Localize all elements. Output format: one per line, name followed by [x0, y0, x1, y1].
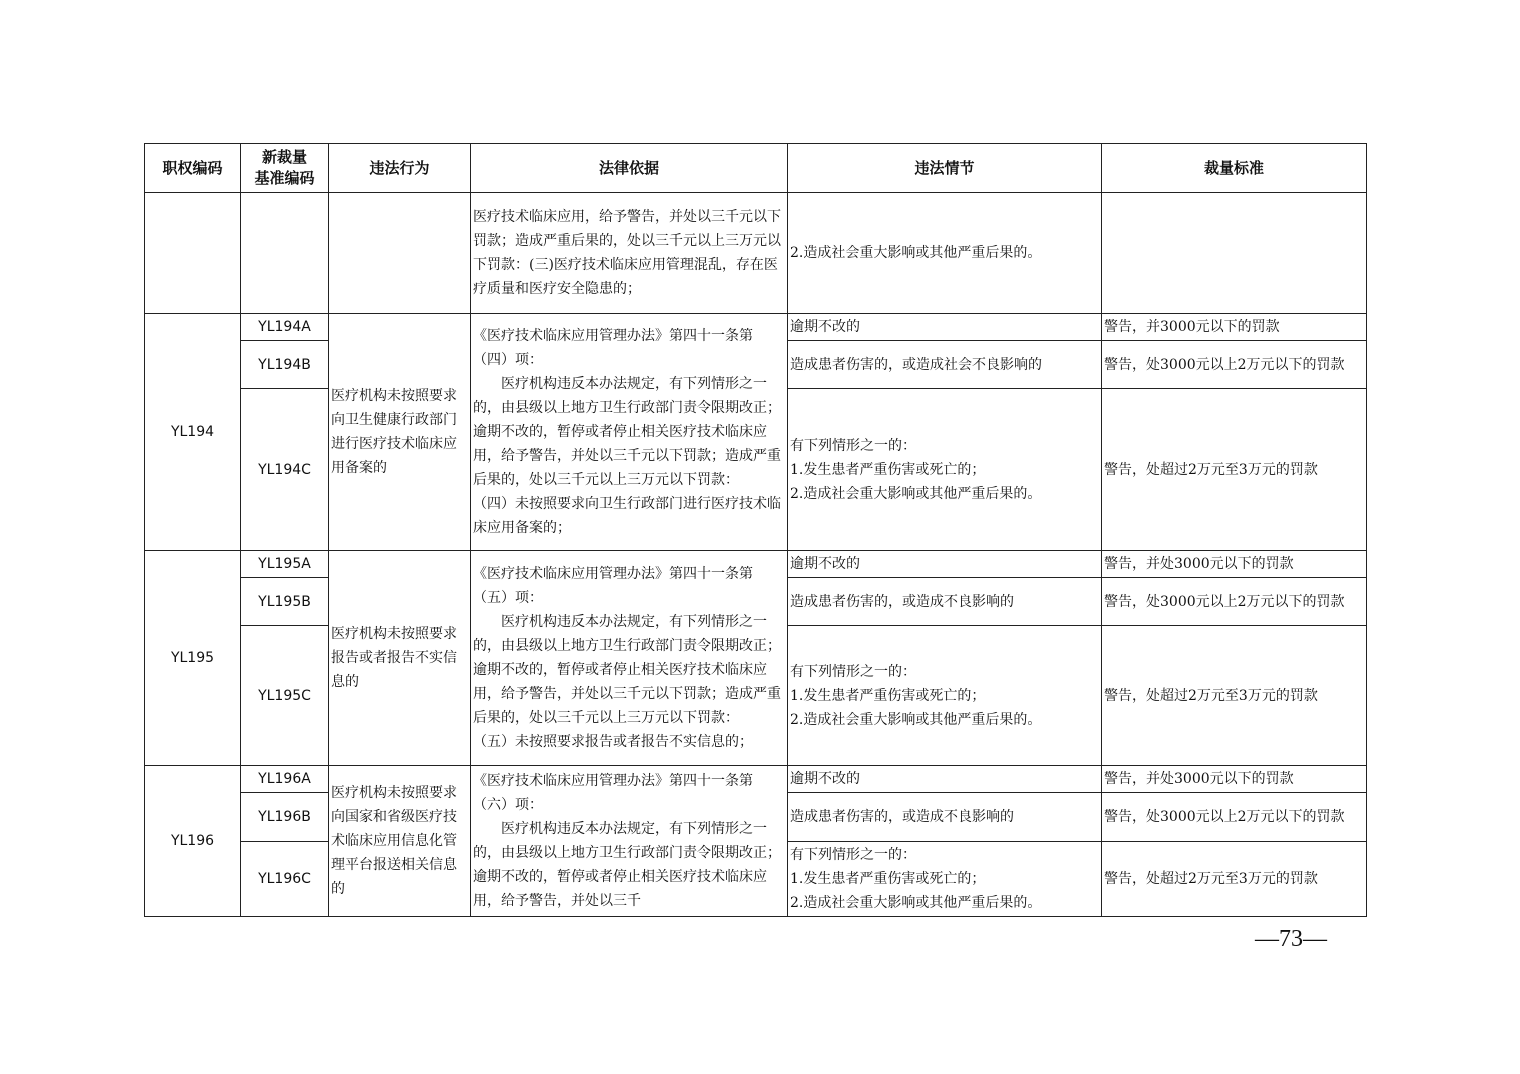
circumstance-line: 有下列情形之一的： [790, 847, 916, 863]
continuation-row [145, 193, 1367, 314]
circumstance [788, 389, 1102, 551]
behavior: 医疗机构未按照要求报告或者报告不实信息的 [329, 551, 471, 766]
header-standard: 裁量标准 [1102, 144, 1367, 193]
new-code: YL194A [241, 314, 329, 341]
standard: 警告，并处3000元以下的罚款 [1102, 551, 1367, 578]
circumstance-line: 有下列情形之一的： [790, 663, 916, 680]
header-new-code-line1: 新裁量 [261, 148, 307, 166]
header-new-code-line2: 基准编码 [254, 169, 315, 187]
header-power-code: 职权编码 [145, 144, 241, 193]
basis-title: 《医疗技术临床应用管理办法》第四十一条第（五）项： [473, 566, 753, 606]
new-code: YL195A [241, 551, 329, 578]
circumstance-line: 1.发生患者严重伤害或死亡的； [790, 871, 986, 887]
circumstance-line: 2.造成社会重大影响或其他严重后果的。 [790, 895, 1042, 911]
behavior: 医疗机构未按照要求向卫生健康行政部门进行医疗技术临床应用备案的 [329, 314, 471, 551]
new-code: YL194B [241, 341, 329, 389]
basis-item: （四）未按照要求向卫生行政部门进行医疗技术临床应用备案的； [473, 496, 781, 536]
power-code: YL194 [145, 314, 241, 551]
table-row [145, 766, 1367, 793]
standard: 警告，处3000元以上2万元以下的罚款 [1102, 341, 1367, 389]
standard: 警告，处超过2万元至3万元的罚款 [1102, 626, 1367, 766]
circumstance-line: 1.发生患者严重伤害或死亡的； [790, 687, 986, 704]
power-code: YL196 [145, 766, 241, 917]
page-number: —73— [1255, 926, 1327, 952]
penalty-table [144, 143, 1367, 917]
standard: 警告，并处3000元以下的罚款 [1102, 766, 1367, 793]
basis-item: （五）未按照要求报告或者报告不实信息的； [473, 734, 753, 750]
header-legal-basis: 法律依据 [471, 144, 788, 193]
legal-basis [471, 314, 788, 551]
header-new-code [241, 144, 329, 193]
new-code: YL195C [241, 626, 329, 766]
header-row [145, 144, 1367, 193]
new-code: YL196A [241, 766, 329, 793]
new-code: YL195B [241, 578, 329, 626]
standard: 警告，处超过2万元至3万元的罚款 [1102, 389, 1367, 551]
basis-title: 《医疗技术临床应用管理办法》第四十一条第（六）项： [473, 773, 753, 813]
basis-body: 医疗机构违反本办法规定，有下列情形之一的，由县级以上地方卫生行政部门责令限期改正；逾期不改的，暂停或者停止相关医疗技术临床应用，给予警告，并处以三千元以下罚款；造成严重后果的，处以三千元以上三万元以下罚款： [473, 614, 781, 726]
continuation-basis: 医疗技术临床应用，给予警告，并处以三千元以下罚款；造成严重后果的，处以三千元以上三万元以下罚款：(三)医疗技术临床应用管理混乱，存在医疗质量和医疗安全隐患的； [471, 193, 788, 314]
basis-body: 医疗机构违反本办法规定，有下列情形之一的，由县级以上地方卫生行政部门责令限期改正；逾期不改的，暂停或者停止相关医疗技术临床应用，给予警告，并处以三千元以下罚款；造成严重后果的，处以三千元以上三万元以下罚款： [473, 376, 781, 488]
basis-body: 医疗机构违反本办法规定，有下列情形之一的，由县级以上地方卫生行政部门责令限期改正；逾期不改的，暂停或者停止相关医疗技术临床应用，给予警告，并处以三千 [473, 821, 781, 909]
continuation-empty-newcode [241, 193, 329, 314]
basis-title: 《医疗技术临床应用管理办法》第四十一条第（四）项： [473, 328, 753, 368]
circumstance-line: 2.造成社会重大影响或其他严重后果的。 [790, 485, 1042, 502]
standard: 警告，处3000元以上2万元以下的罚款 [1102, 793, 1367, 842]
circumstance: 逾期不改的 [788, 314, 1102, 341]
new-code: YL194C [241, 389, 329, 551]
circumstance-line: 2.造成社会重大影响或其他严重后果的。 [790, 711, 1042, 728]
behavior: 医疗机构未按照要求向国家和省级医疗技术临床应用信息化管理平台报送相关信息的 [329, 766, 471, 917]
circumstance-line: 有下列情形之一的： [790, 437, 916, 454]
circumstance: 造成患者伤害的，或造成不良影响的 [788, 578, 1102, 626]
table-row [145, 314, 1367, 341]
continuation-empty-behavior [329, 193, 471, 314]
circumstance: 逾期不改的 [788, 766, 1102, 793]
circumstance [788, 626, 1102, 766]
header-circumstance: 违法情节 [788, 144, 1102, 193]
header-behavior: 违法行为 [329, 144, 471, 193]
table-row [145, 551, 1367, 578]
standard: 警告，处超过2万元至3万元的罚款 [1102, 842, 1367, 917]
continuation-empty-standard [1102, 193, 1367, 314]
circumstance: 逾期不改的 [788, 551, 1102, 578]
circumstance-line: 1.发生患者严重伤害或死亡的； [790, 461, 986, 478]
circumstance: 造成患者伤害的，或造成不良影响的 [788, 793, 1102, 842]
legal-basis [471, 766, 788, 917]
circumstance: 造成患者伤害的，或造成社会不良影响的 [788, 341, 1102, 389]
power-code: YL195 [145, 551, 241, 766]
standard: 警告，处3000元以上2万元以下的罚款 [1102, 578, 1367, 626]
legal-basis [471, 551, 788, 766]
continuation-circumstance: 2.造成社会重大影响或其他严重后果的。 [788, 193, 1102, 314]
continuation-empty-code [145, 193, 241, 314]
circumstance [788, 842, 1102, 917]
new-code: YL196B [241, 793, 329, 842]
standard: 警告，并3000元以下的罚款 [1102, 314, 1367, 341]
new-code: YL196C [241, 842, 329, 917]
